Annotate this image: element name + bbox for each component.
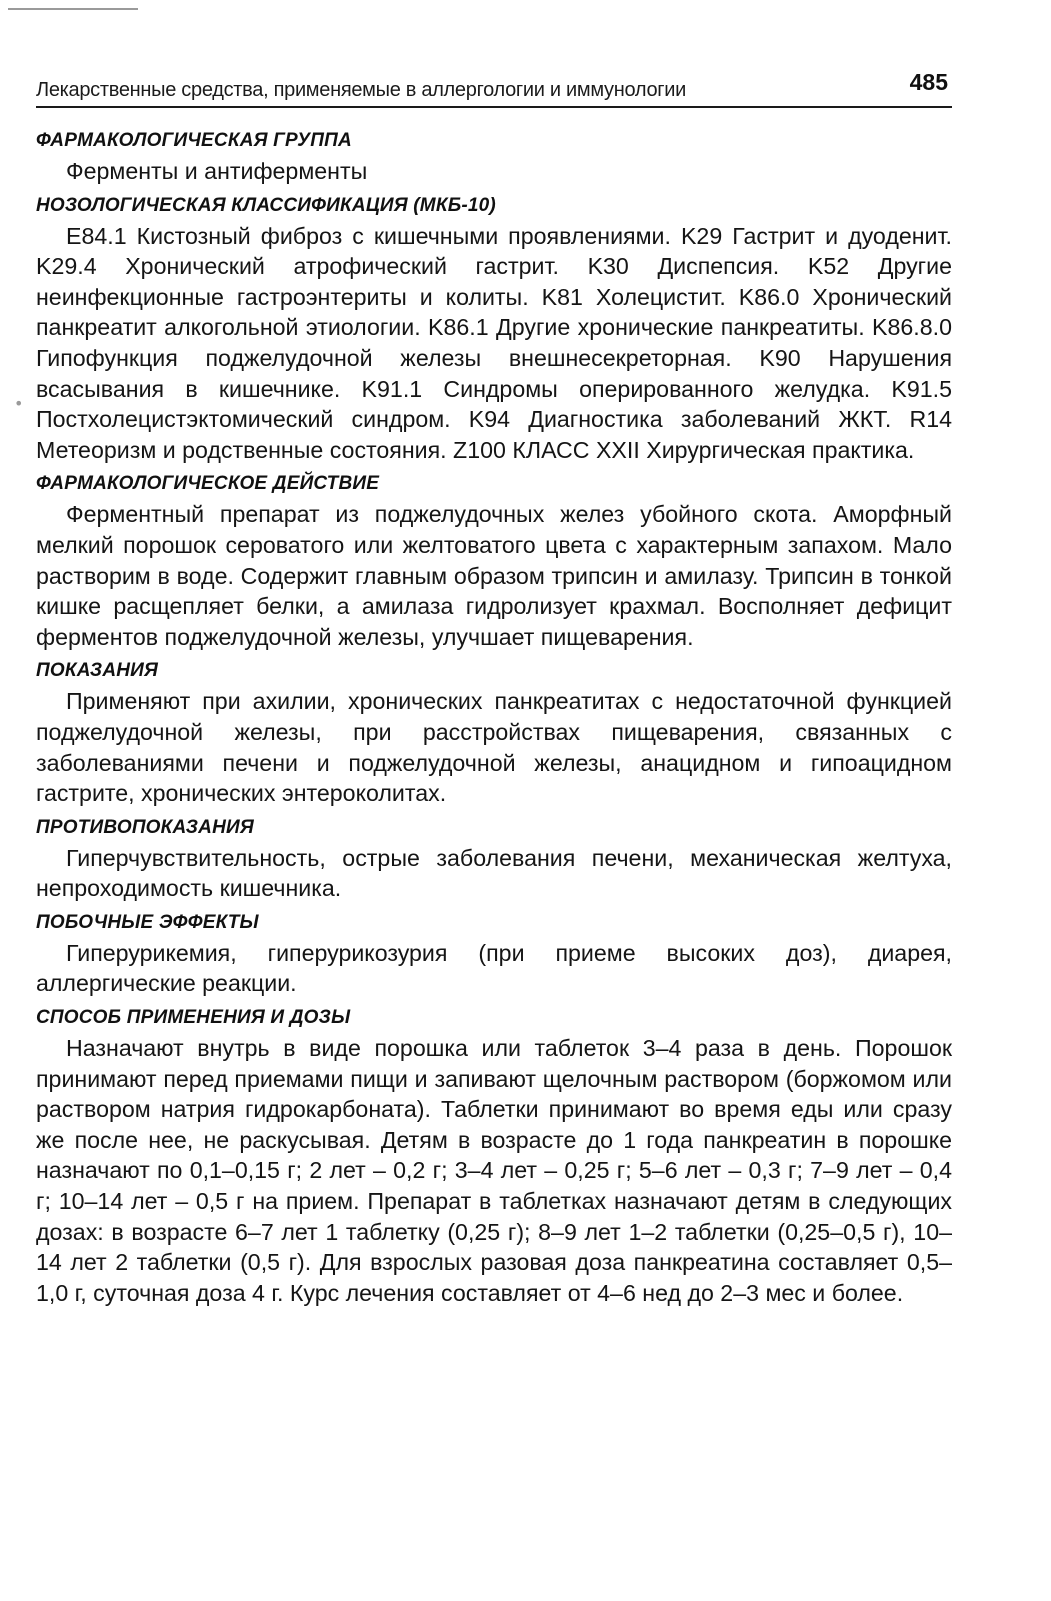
section-contraindications bbox=[36, 815, 952, 904]
running-header bbox=[36, 64, 952, 108]
section-side-effects bbox=[36, 910, 952, 999]
section-body: Назначают внутрь в виде порошка или таблеток 3–4 раза в день. Порошок принимают перед приемами пищи и запивают щелочным раствором (боржомом или раствором натрия гидрокарбоната). Таблетки принимают во время еды или сразу же после нее, не раскусывая. Детям в возрасте до 1 года панкреатин в порошке назначают по 0,1–0,15 г; 2 лет – 0,2 г; 3–4 лет – 0,25 г; 5–6 лет – 0,3 г; 7–9 лет – 0,4 г; 10–14 лет – 0,5 г на прием. Препарат в таблетках назначают детям в следующих дозах: в возрасте 6–7 лет 1 таблетку (0,25 г); 8–9 лет 1–2 таблетки (0,25–0,5 г), 10–14 лет 2 таблетки (0,5 г). Для взрослых разовая доза панкреатина составляет 0,5–1,0 г, суточная доза 4 г. Курс лечения составляет от 4–6 нед до 2–3 мес и более. bbox=[36, 1035, 952, 1306]
section-heading: ПРОТИВОПОКАЗАНИЯ bbox=[36, 816, 254, 838]
section-pharmacological-group bbox=[36, 128, 952, 187]
page-number: 485 bbox=[909, 69, 948, 95]
section-nosological-classification bbox=[36, 193, 952, 466]
section-indications bbox=[36, 658, 952, 808]
top-rule bbox=[8, 8, 138, 10]
section-heading: ФАРМАКОЛОГИЧЕСКОЕ ДЕЙСТВИЕ bbox=[36, 473, 380, 495]
running-title: Лекарственные средства, применяемые в аллергологии и иммунологии bbox=[36, 79, 687, 101]
section-body: E84.1 Кистозный фиброз с кишечными проявлениями. K29 Гастрит и дуоденит. K29.4 Хронический атрофический гастрит. K30 Диспепсия. K52 Другие неинфекционные гастроэнтериты и колиты. K81 Холецистит. K86.0 Хронический панкреатит алкогольной этиологии. K86.1 Другие хронические панкреатиты. K86.8.0 Гипофункция поджелудочной железы внешнесекреторная. K90 Нарушения всасывания в кишечнике. K91.1 Синдромы оперированного желудка. K91.5 Постхолецистэктомический синдром. K94 Диагностика заболеваний ЖКТ. R14 Метеоризм и родственные состояния. Z100 КЛАСС XXII Хирургическая практика. bbox=[36, 222, 952, 463]
section-body: Ферменты и антиферменты bbox=[66, 158, 368, 184]
section-body: Гиперурикемия, гиперурикозурия (при приеме высоких доз), диарея, аллергические реакции. bbox=[36, 939, 952, 997]
section-body: Ферментный препарат из поджелудочных желез убойного скота. Аморфный мелкий порошок сероватого или желтоватого цвета с характерным запахом. Мало растворим в воде. Содержит главным образом трипсин и амилазу. Трипсин в тонкой кишке расщепляет белки, а амилаза гидролизует крахмал. Восполняет дефицит ферментов поджелудочной железы, улучшает пищеварения. bbox=[36, 501, 952, 650]
section-heading: НОЗОЛОГИЧЕСКАЯ КЛАССИФИКАЦИЯ (МКБ-10) bbox=[36, 194, 496, 216]
margin-mark: • bbox=[14, 394, 24, 413]
section-heading: ПОБОЧНЫЕ ЭФФЕКТЫ bbox=[36, 911, 259, 933]
section-body: Гиперчувствительность, острые заболевания печени, механическая желтуха, непроходимость кишечника. bbox=[36, 844, 952, 902]
page-content bbox=[36, 126, 952, 1314]
section-dosage bbox=[36, 1005, 952, 1308]
section-heading: ФАРМАКОЛОГИЧЕСКАЯ ГРУППА bbox=[36, 130, 352, 151]
section-body: Применяют при ахилии, хронических панкреатитах с недостаточной функцией поджелудочной железы, при расстройствах пищеварения, связанных с заболеваниями печени и поджелудочной железы, анацидном и гипоацидном гастрите, хронических энтероколитах. bbox=[36, 688, 952, 807]
section-heading: ПОКАЗАНИЯ bbox=[36, 660, 159, 682]
section-heading: СПОСОБ ПРИМЕНЕНИЯ И ДОЗЫ bbox=[36, 1007, 351, 1029]
section-pharmacological-action bbox=[36, 471, 952, 652]
